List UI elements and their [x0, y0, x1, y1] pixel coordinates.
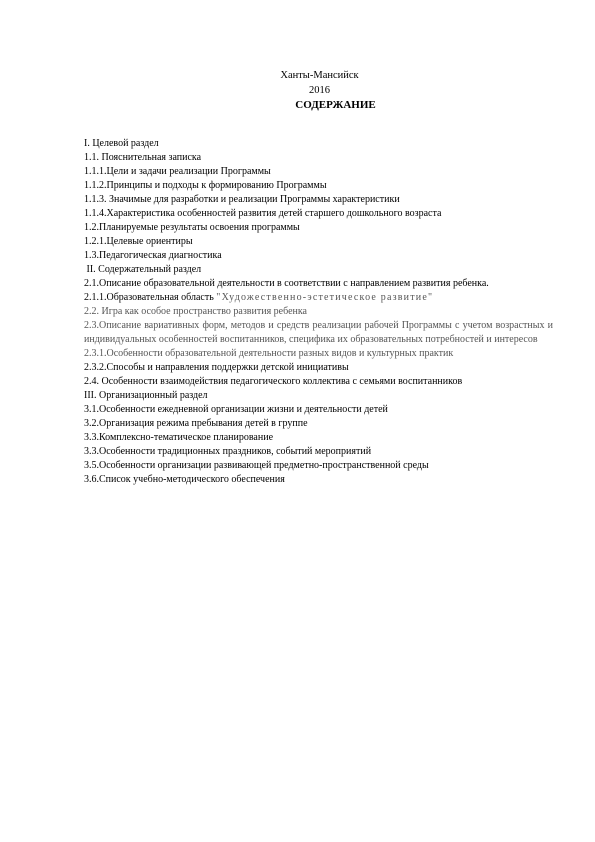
toc-item-1-1-3: 1.1.3. Значимые для разработки и реализации Программы характеристики — [84, 194, 400, 205]
toc-item-1-1-4: 1.1.4.Характеристика особенностей развития детей старшего дошкольного возраста — [84, 208, 442, 219]
toc-item-1-3: 1.3.Педагогическая диагностика — [84, 250, 222, 261]
table-of-contents — [84, 137, 553, 487]
toc-item-3-3: 3.3.Комплексно-тематическое планирование — [84, 432, 274, 443]
toc-section-3: III. Организационный раздел — [84, 390, 208, 401]
toc-section-2: II. Содержательный раздел — [84, 264, 202, 275]
document-year: 2016 — [309, 85, 330, 96]
toc-item-2-1-1-area: "Художественно-эстетическое развитие" — [216, 292, 434, 303]
city-name: Ханты-Мансийск — [280, 70, 359, 81]
toc-section-1: I. Целевой раздел — [84, 138, 159, 149]
toc-item-3-4: 3.3.Особенности традиционных праздников, событий мероприятий — [84, 446, 372, 457]
toc-item-2-2: 2.2. Игра как особое пространство развития ребенка — [84, 306, 307, 317]
toc-item-1-1-2: 1.1.2.Принципы и подходы к формированию Программы — [84, 180, 327, 191]
page-title: СОДЕРЖАНИЕ — [295, 99, 376, 111]
toc-item-1-1: 1.1. Пояснительная записка — [84, 152, 202, 163]
toc-item-3-5: 3.5.Особенности организации развивающей предметно-пространственной среды — [84, 460, 429, 471]
toc-item-2-1-1 — [84, 291, 553, 305]
toc-item-2-3: 2.3.Описание вариативных форм, методов и средств реализации рабочей Программы с учетом возрастных и индивидуальных особенностей воспитанников, специфика их образовательных потребностей и интересов — [84, 320, 553, 345]
toc-item-1-2-1: 1.2.1.Целевые ориентиры — [84, 236, 193, 247]
toc-item-3-6: 3.6.Список учебно-методического обеспечения — [84, 474, 285, 485]
toc-item-1-2: 1.2.Планируемые результаты освоения программы — [84, 222, 300, 233]
toc-item-2-1: 2.1.Описание образовательной деятельности в соответствии с направлением развития ребенка. — [84, 278, 489, 289]
toc-item-2-3-2: 2.3.2.Способы и направления поддержки детской инициативы — [84, 362, 349, 373]
toc-item-1-1-1: 1.1.1.Цели и задачи реализации Программы — [84, 166, 271, 177]
toc-item-2-4: 2.4. Особенности взаимодействия педагогического коллектива с семьями воспитанников — [84, 376, 463, 387]
toc-item-2-3-1: 2.3.1.Особенности образовательной деятельности разных видов и культурных практик — [84, 348, 454, 359]
toc-item-3-2: 3.2.Организация режима пребывания детей в группе — [84, 418, 308, 429]
toc-item-3-1: 3.1.Особенности ежедневной организации жизни и деятельности детей — [84, 404, 388, 415]
toc-item-2-1-1-label: 2.1.1.Образовательная область — [84, 292, 217, 303]
